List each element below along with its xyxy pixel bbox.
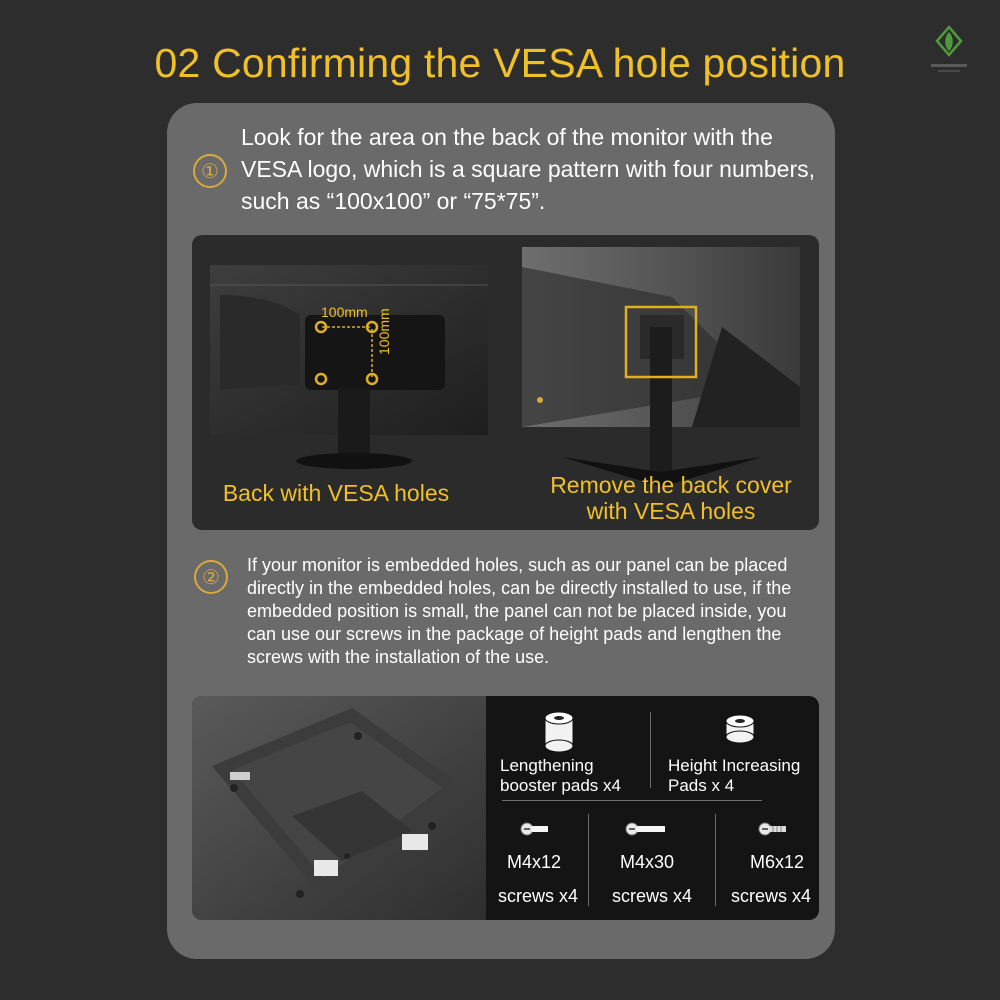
screws-divider-1	[588, 814, 589, 906]
screw-2-size: M4x30	[619, 852, 675, 872]
pad-2-line1: Height Increasing	[668, 756, 801, 775]
screw-3-size: M6x12	[749, 852, 805, 872]
parts-panel	[192, 696, 819, 920]
monitor-photos-panel	[192, 235, 819, 530]
screw-2-qty: screws x4	[611, 886, 692, 906]
parts-divider	[502, 800, 762, 801]
threaded-screw-icon	[758, 821, 788, 837]
vesa-dimension-horizontal: 100mm	[321, 304, 368, 320]
caption-remove-back-cover-line2: with VESA holes	[586, 498, 756, 524]
step-2-number: ②	[194, 560, 228, 594]
screw-1-size: M4x12	[506, 852, 562, 872]
caption-back-with-vesa-holes: Back with VESA holes	[222, 480, 450, 506]
step-1-text: Look for the area on the back of the monitor with the VESA logo, which is a square pattern with four numbers, such as “100x100” or “75*75”.	[241, 124, 816, 214]
short-screw-icon	[520, 821, 550, 837]
monitor-back-cover-removed-image	[522, 247, 802, 507]
diamond-leaf-logo-icon	[926, 24, 972, 76]
pad-2-line2: Pads x 4	[668, 776, 735, 795]
ring-pad-icon	[723, 712, 757, 746]
pads-divider	[650, 712, 651, 788]
screw-3-qty: screws x4	[730, 886, 811, 906]
screw-1-qty: screws x4	[497, 886, 578, 906]
long-screw-icon	[625, 821, 667, 837]
cylinder-pad-icon	[542, 710, 576, 754]
step-2-text: If your monitor is embedded holes, such as our panel can be placed directly in the embedded holes, can be directly installed to use, if the embedded position is small, the panel can not be placed inside, you can use our screws in the package of height pads and lengthen the screws with the installation of the use.	[247, 555, 792, 667]
screws-divider-2	[715, 814, 716, 906]
pad-1-line2: booster pads x4	[500, 776, 621, 795]
step-1-number: ①	[193, 154, 227, 188]
vesa-dimension-vertical: 100mm	[376, 308, 392, 355]
embedded-vesa-recess-image	[192, 696, 486, 920]
caption-remove-back-cover-line1: Remove the back cover	[550, 472, 792, 498]
vesa-hole-pattern	[210, 265, 490, 505]
pad-1-line1: Lengthening	[500, 756, 594, 775]
page-title: 02 Confirming the VESA hole position	[154, 40, 846, 86]
